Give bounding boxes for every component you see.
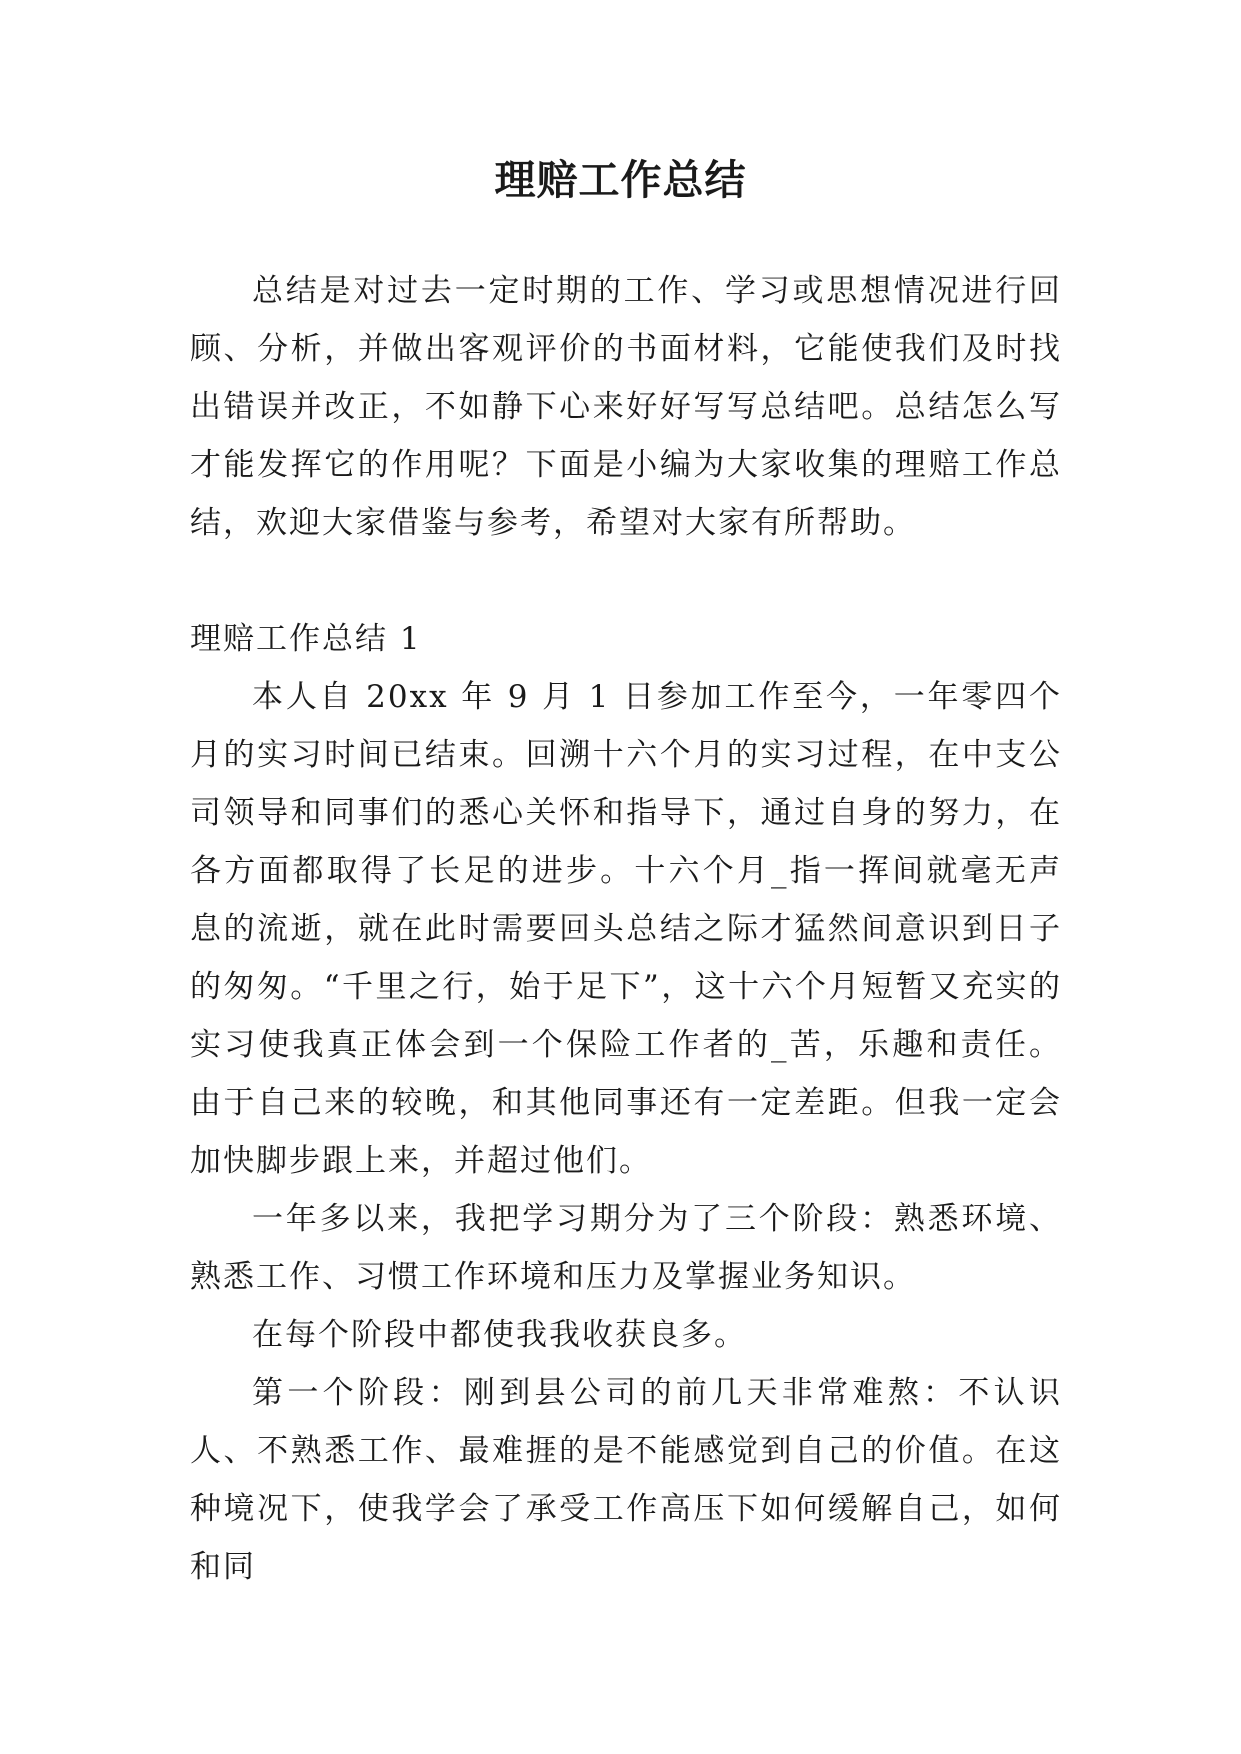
document-body	[190, 262, 1062, 1596]
body-paragraph-3: 在每个阶段中都使我我收获良多。	[252, 1317, 747, 1353]
section-heading: 理赔工作总结 1	[190, 621, 422, 657]
paragraph-gap	[190, 552, 1062, 610]
intro-paragraph: 总结是对过去一定时期的工作、学习或思想情况进行回顾、分析，并做出客观评价的书面材料，它能使我们及时找出错误并改正，不如静下心来好好写写总结吧。总结怎么写才能发挥它的作用呢？下面是小编为大家收集的理赔工作总结，欢迎大家借鉴与参考，希望对大家有所帮助。	[190, 273, 1062, 541]
document-title: 理赔工作总结	[494, 156, 747, 204]
body-paragraph-4: 第一个阶段：刚到县公司的前几天非常难熬：不认识人、不熟悉工作、最难捱的是不能感觉到自己的价值。在这种境况下，使我学会了承受工作高压下如何缓解自己，如何和同	[190, 1375, 1062, 1585]
body-paragraph-2: 一年多以来，我把学习期分为了三个阶段：熟悉环境、熟悉工作、习惯工作环境和压力及掌握业务知识。	[190, 1201, 1062, 1295]
body-paragraph-1: 本人自 20xx 年 9 月 1 日参加工作至今，一年零四个月的实习时间已结束。回溯十六个月的实习过程，在中支公司领导和同事们的悉心关怀和指导下，通过自身的努力，在各方面都取得了长足的进步。十六个月_指一挥间就毫无声息的流逝，就在此时需要回头总结之际才猛然间意识到日子的匆匆。“千里之行，始于足下”，这十六个月短暂又充实的实习使我真正体会到一个保险工作者的_苦，乐趣和责任。由于自己来的较晚，和其他同事还有一定差距。但我一定会加快脚步跟上来，并超过他们。	[190, 679, 1062, 1179]
